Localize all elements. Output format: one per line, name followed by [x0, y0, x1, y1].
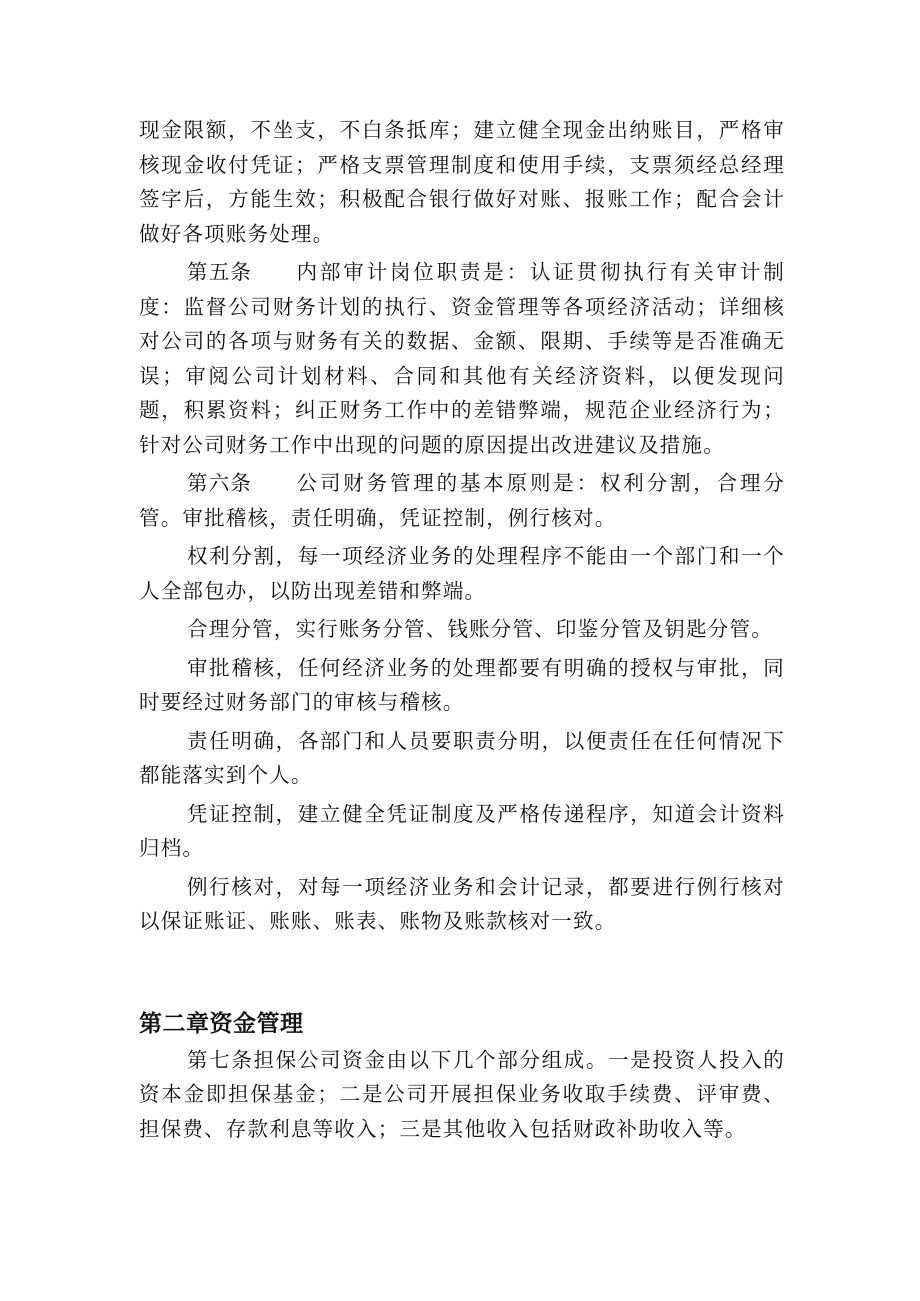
principle-paragraph: 权利分割，每一项经济业务的处理程序不能由一个部门和一个人全部包办，以防出现差错和弊端。: [139, 544, 785, 603]
article-6-number: 第六条: [187, 471, 253, 495]
continuation-paragraph: 现金限额，不坐支，不白条抵库；建立健全现金出纳账目，严格审核现金收付凭证；严格支票管理制度和使用手续，支票须经总经理签字后，方能生效；积极配合银行做好对账、报账工作；配合会计做好各项账务处理。: [139, 118, 785, 246]
article-5-text: 内部审计岗位职责是：认证贯彻执行有关审计制度：监督公司财务计划的执行、资金管理等各项经济活动；详细核对公司的各项与财务有关的数据、金额、限期、手续等是否准确无误；审阅公司计划材料、合同和其他有关经济资料，以便发现问题，积累资料；纠正财务工作中的差错弊端，规范企业经济行为；针对公司财务工作中出现的问题的原因提出改进建议及措施。: [139, 260, 785, 457]
article-5: [139, 255, 785, 462]
article-5-number: 第五条: [187, 260, 253, 284]
article-6: [139, 466, 785, 535]
document-page: [139, 113, 785, 1146]
principle-paragraph: 例行核对，对每一项经济业务和会计记录，都要进行例行核对以保证账证、账账、账表、账物及账款核对一致。: [139, 874, 785, 933]
article-7: 第七条担保公司资金由以下几个部分组成。一是投资人投入的资本金即担保基金；二是公司开展担保业务收取手续费、评审费、担保费、存款利息等收入；三是其他收入包括财政补助收入等。: [139, 1047, 785, 1141]
principle-paragraph: 审批稽核，任何经济业务的处理都要有明确的授权与审批，同时要经过财务部门的审核与稽核。: [139, 655, 785, 714]
article-6-text: 公司财务管理的基本原则是：权利分割，合理分管。审批稽核，责任明确，凭证控制，例行核对。: [139, 471, 785, 530]
principle-paragraph: 凭证控制，建立健全凭证制度及严格传递程序，知道会计资料归档。: [139, 801, 785, 860]
principle-paragraph: 责任明确，各部门和人员要职责分明，以便责任在任何情况下都能落实到个人。: [139, 728, 785, 787]
chapter-heading: 第二章资金管理: [139, 1010, 304, 1037]
principle-paragraph: 合理分管，实行账务分管、钱账分管、印鉴分管及钥匙分管。: [187, 617, 773, 641]
